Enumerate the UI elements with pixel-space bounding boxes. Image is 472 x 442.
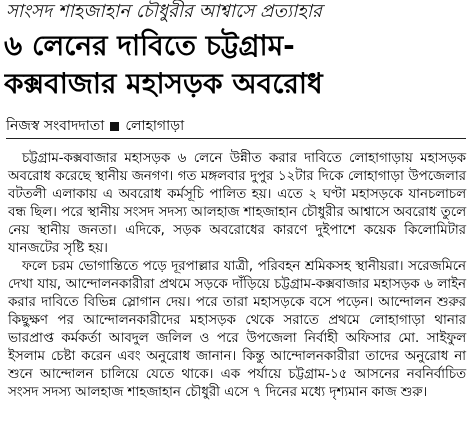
article-kicker: সাংসদ শাহজাহান চৌধুরীর আশ্বাসে প্রত্যাহার bbox=[6, 1, 322, 22]
byline-location: লোহাগাড়া bbox=[125, 118, 185, 134]
headline-line-2: কক্সবাজার মহাসড়ক অবরোধ bbox=[4, 67, 323, 100]
divider bbox=[6, 138, 466, 139]
byline-author: নিজস্ব সংবাদদাতা bbox=[6, 118, 105, 134]
paragraph: ফলে চরম ভোগান্তিতে পড়ে দূরপাল্লার যাত্রী, পরিবহন শ্রমিকসহ স্থানীয়রা। সরেজমিনে দেখা যায়, আন্দোলনকারীরা প্রথমে সড়কে দাঁড়িয়ে চট্টগ্রাম-কক্সবাজার মহাসড়ক ৬ লাইন করার দাবিতে বিভিন্ন স্লোগান দেয়। পরে তারা মহাসড়কে বসে পড়েন। আন্দোলন শুরুর কিছুক্ষণ পর আন্দোলনকারীদের মহাসড়ক থেকে সরাতে প্রথমে লোহাগাড়া থানার ভারপ্রাপ্ত কর্মকর্তা আবদুল জলিল ও পরে উপজেলা নির্বাহী অফিসার মো. সাইফুল ইসলাম চেষ্টা করেন এবং অনুরোধ জানান। কিন্তু আন্দোলনকারীরা তাদের অনুরোধ না শুনে আন্দোলন চালিয়ে যেতে থাকে। এক পর্যায়ে চট্টগ্রাম-১৫ আসনের নবনির্বাচিত সংসদ সদস্য আলহাজ শাহজাহান চৌধুরী এসে ৭ দিনের মধ্যে দৃশ্যমান কাজ শুরু। bbox=[8, 259, 466, 400]
article-headline bbox=[4, 27, 468, 103]
byline bbox=[6, 115, 466, 137]
square-bullet-icon bbox=[110, 122, 119, 131]
article-body bbox=[8, 150, 466, 402]
paragraph: চট্টগ্রাম-কক্সবাজার মহাসড়ক ৬ লেনে উন্নীত করার দাবিতে লোহাগাড়ায় মহাসড়ক অবরোধ করেছে স্থানীয় জনগণ। গত মঙ্গলবার দুপুর ১২টার দিকে লোহাগাড়া উপজেলার বটতলী এলাকায় এ অবরোধ কর্মসূচি পালিত হয়। এতে ২ ঘণ্টা মহাসড়কে যানচলাচল বন্ধ ছিল। পরে স্থানীয় সংসদ সদস্য আলহাজ শাহজাহান চৌধুরীর আশ্বাসে অবরোধ তুলে নেয় স্থানীয় জনতা। এদিকে, সড়ক অবরোধের কারণে দুইপাশে কয়েক কিলোমিটার যানজটের সৃষ্টি হয়। bbox=[8, 151, 466, 256]
headline-line-1: ৬ লেনের দাবিতে চট্টগ্রাম- bbox=[4, 29, 295, 62]
